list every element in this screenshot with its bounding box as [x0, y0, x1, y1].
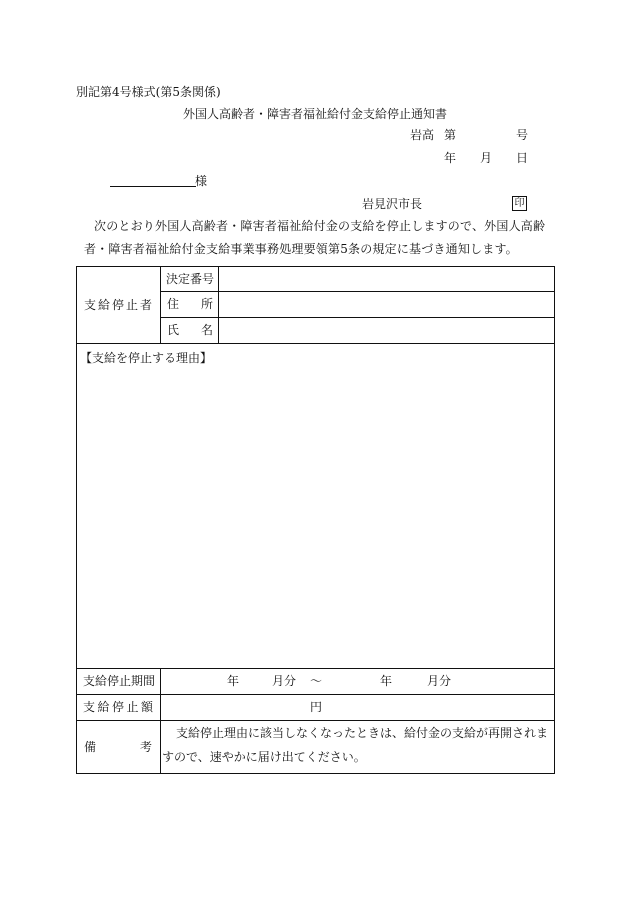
document-title: 外国人高齢者・障害者福祉給付金支給停止通知書: [183, 107, 448, 121]
period-from-month: 月分: [272, 674, 297, 688]
intro-text: 次のとおり外国人高齢者・障害者福祉給付金の支給を停止しますので、外国人高齢者・障害者福祉給付金支給事業事務処理要領第5条の規定に基づき通知します。: [84, 219, 546, 256]
address-label: 住 所: [167, 297, 213, 311]
form-id: 別記第4号様式(第5条関係): [76, 85, 221, 99]
decision-number-label: 決定番号: [166, 272, 215, 286]
recipient-group-label: 支 給 停 止 者: [84, 298, 152, 312]
issuer: 岩見沢市長: [362, 197, 423, 211]
row-divider: [76, 343, 555, 344]
name-label: 氏 名: [167, 323, 213, 337]
addressee-suffix: 様: [195, 174, 208, 188]
seal-mark: 印: [512, 196, 527, 211]
period-to-month: 月分: [427, 674, 452, 688]
doc-number-prefix: 岩高: [410, 128, 435, 142]
remarks-text: 支給停止理由に該当しなくなったときは、給付金の支給が再開されますので、速やかに届け出てください。: [162, 726, 549, 764]
date-month: 月: [480, 151, 493, 165]
col-divider: [218, 266, 219, 343]
col-divider: [160, 266, 161, 343]
row-divider: [160, 291, 555, 292]
row-divider: [76, 668, 555, 669]
doc-number-dai: 第: [444, 128, 457, 142]
period-tilde: 〜: [310, 674, 323, 688]
col-divider: [160, 668, 161, 774]
date-year: 年: [444, 151, 457, 165]
period-label: 支給停止期間: [83, 674, 156, 688]
period-to-year: 年: [380, 674, 393, 688]
reason-label: 【支給を停止する理由】: [80, 351, 213, 365]
period-from-year: 年: [227, 674, 240, 688]
date-day: 日: [516, 151, 529, 165]
row-divider: [160, 317, 555, 318]
addressee-line: [110, 186, 196, 187]
amount-label: 支 給 停 止 額: [83, 700, 153, 714]
row-divider: [76, 694, 555, 695]
doc-number-go: 号: [516, 128, 529, 142]
remarks-label: 備 考: [84, 740, 152, 754]
amount-unit: 円: [310, 700, 323, 714]
